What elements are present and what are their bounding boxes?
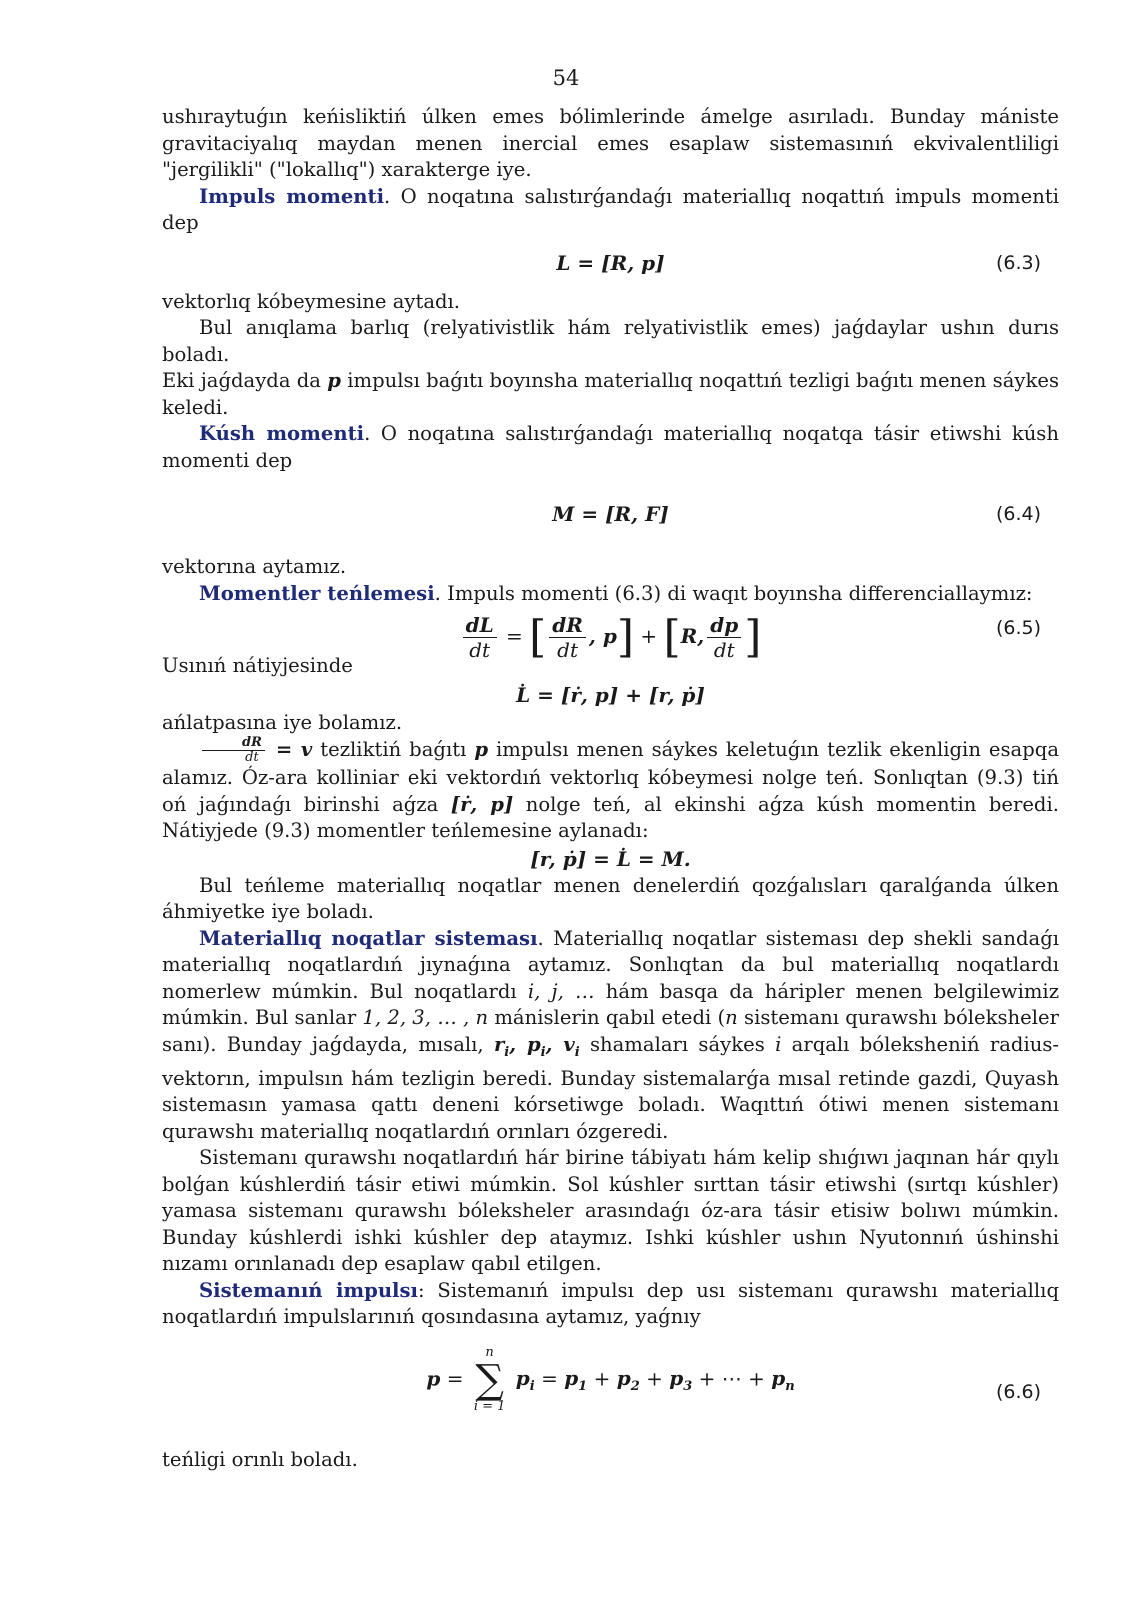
paragraph-text: mánislerin qabıl etedi ( bbox=[494, 1006, 726, 1029]
paragraph-text: impulsı menen sáykes keletuǵın tezlik ekenligin esapqa alamız. Óz-ara kolliniar eki vektordıń vektorlıq kóbeymesi nolge teń. Sonlıqtan (9.3) tiń oń jaǵındaǵı birinshi aǵza bbox=[162, 738, 1060, 816]
paragraph-text: Eki jaǵdayda da bbox=[162, 369, 321, 392]
paragraph: vektorına aytamız. bbox=[162, 555, 347, 578]
math-symbol: p bbox=[327, 369, 341, 392]
paragraph-text: . O noqatına salıstırǵandaǵı materiallıq noqatqa tásir etiwshi kúsh momenti dep bbox=[162, 422, 1059, 472]
equation-label: (6.5) bbox=[995, 617, 1041, 639]
paragraph-text: . Materiallıq noqatlar sisteması dep shekli sandaǵı materiallıq noqatlardıń jıynaǵına aytamız. Sonlıqtan da bul materiallıq noqatlardı nomerlew múmkin. Bul noqatlardı bbox=[162, 926, 1059, 1003]
paragraph bbox=[162, 736, 1059, 845]
term-kush-momenti: Kúsh momenti bbox=[199, 422, 365, 445]
equation-label: (6.4) bbox=[995, 503, 1041, 525]
paragraph: ańlatpasına iye bolamız. bbox=[162, 710, 403, 734]
paragraph bbox=[162, 368, 1059, 421]
paragraph-text: : Sistemanıń impulsı dep usı sistemanı qurawshı materiallıq noqatlardıń impulslarınıń qosındasına aytamız, yaǵnıy bbox=[162, 1278, 1059, 1329]
paragraph bbox=[162, 184, 1059, 237]
paragraph-text: sistemanı qurawshı bóleksheler sanı). Bunday jaǵdayda, mısalı, bbox=[162, 1006, 1059, 1056]
math-v: v bbox=[563, 1032, 575, 1056]
math-p: p bbox=[526, 1032, 541, 1056]
equation-label: (6.6) bbox=[995, 1380, 1041, 1403]
paragraph bbox=[162, 1278, 1059, 1331]
term-impuls-momenti: Impuls momenti bbox=[199, 184, 385, 208]
paragraph: ushıraytuǵın keńisliktiń úlken emes bólimlerinde ámelge asırıladı. Bunday mániste gravitaciyalıq maydan menen inercial emes esaplaw sistemasınıń ekvivalentliligi "jergilikli" ("lokallıq") xarakterge iye. bbox=[162, 105, 1059, 181]
math-symbol: p bbox=[474, 738, 489, 761]
equation-label: (6.3) bbox=[995, 251, 1041, 274]
paragraph-text: tezliktiń baǵıtı bbox=[320, 738, 467, 761]
equation-body: L = [R, p] bbox=[556, 250, 665, 275]
paragraph-text: shamaları sáykes bbox=[589, 1032, 765, 1056]
equation-6-5: $\frac{dL}{dt}$ = [ $\frac{dR}{dt}$ , p] + [R, $\frac{dp}{dt}$ ] (6.5) bbox=[162, 607, 1059, 681]
equation-body: M = [R, F] bbox=[552, 502, 669, 526]
term-sistema: Materiallıq noqatlar sisteması bbox=[199, 926, 538, 950]
math-symbol: n bbox=[725, 1006, 738, 1029]
fraction: $\frac{dp}{dt}$ bbox=[707, 613, 741, 662]
paragraph bbox=[162, 421, 1059, 474]
paragraph: Usınıń nátiyjesinde bbox=[162, 654, 353, 677]
paragraph: vektorlıq kóbeymesine aytadı. bbox=[162, 289, 461, 313]
math-symbol: $r_i$, $p_i$, $v_i$ bbox=[493, 1032, 580, 1060]
paragraph: Bul anıqlama barlıq (relyativistlik hám relyativistlik emes) jaǵdaylar ushın durıs boladı. bbox=[162, 316, 1059, 366]
math-symbol: = v bbox=[275, 738, 313, 761]
math-symbol: i bbox=[775, 1032, 782, 1056]
paragraph-text: . O noqatına salıstırǵandaǵı materiallıq noqattıń impuls momenti dep bbox=[162, 184, 1059, 234]
paragraph: teńligi orınlı boladı. bbox=[162, 1447, 358, 1471]
equation-moment bbox=[162, 845, 1059, 873]
equation-L-dot bbox=[162, 680, 1059, 710]
math-symbol: i, j, … bbox=[527, 979, 595, 1003]
paragraph: Bul teńleme materiallıq noqatlar menen denelerdiń qozǵalısları qaralǵanda úlken áhmiyetke iye boladı. bbox=[162, 873, 1059, 923]
paragraph bbox=[162, 926, 1059, 1146]
equation-6-3 bbox=[162, 237, 1059, 289]
equation-6-6: p = n ∑ i = 1 $p_i = p_1 + p_2 + p_3$ + ⋯ + $p_n$ (6.6) bbox=[426, 1344, 1041, 1414]
fraction: $\frac{dR}{dt}$ bbox=[549, 613, 586, 662]
fraction: $\frac{dL}{dt}$ bbox=[463, 613, 497, 662]
term-sistema-impulsi: Sistemanıń impulsı bbox=[199, 1278, 418, 1302]
summation: n ∑ i = 1 bbox=[473, 1344, 506, 1414]
equation-body: L̇ = [ṙ, p] + [r, ṗ] bbox=[516, 682, 705, 707]
paragraph-text: . Impuls momenti (6.3) di waqıt boyınsha differenciallaymız: bbox=[434, 581, 1033, 605]
paragraph-text: impulsı baǵıtı boyınsha materiallıq noqattıń tezligi baǵıtı menen sáykes keledi. bbox=[162, 369, 1059, 419]
body-text bbox=[162, 104, 1059, 1473]
sum-upper-limit: n bbox=[485, 1344, 494, 1360]
term-momentler-tenlemesi: Momentler teńlemesi bbox=[199, 581, 435, 605]
paragraph-text: hám basqa da háripler menen belgilewimiz múmkin. Bul sanlar bbox=[162, 979, 1060, 1029]
equation-body: [r, ṗ] = L̇ = M. bbox=[530, 846, 691, 871]
paragraph: Sistemanı qurawshı noqatlardıń hár birine tábiyatı hám kelip shıǵıwı jaqınan hár qıylı bolǵan kúshlerdiń tásir etiwi múmkin. Sol kúshler sırttan tásir etiwshi (sırtqı kúshler) yamasa sistemanı qurawshı bóleksheler arasındaǵı óz-ara tásir etisiw bolıwı múmkin. Bunday kúshlerdi ishki kúshler dep ataymız. Ishki kúshler ushın Nyutonnıń úshinshi nızamı orınlanadı dep esaplaw qabıl etilgen. bbox=[162, 1146, 1059, 1276]
math-r: r bbox=[493, 1032, 505, 1056]
paragraph bbox=[162, 581, 1059, 608]
sum-lower-limit: i = 1 bbox=[473, 1398, 506, 1414]
math-symbol: [ṙ, p] bbox=[450, 792, 514, 816]
paragraph-text: arqalı bóleksheniń radius-vektorın, impulsın hám tezligin beredi. Bunday sistemalarǵa mısal retinde gazdi, Quyash sistemasın yamasa qattı deneni kórsetiwge boladı. Waqıttıń ótiwi menen sistemanı qurawshı materiallıq noqatlardıń orınları ózgeredi. bbox=[162, 1032, 1060, 1143]
fraction: $\frac{dR}{dt}$ bbox=[202, 736, 265, 765]
math-symbol: 1, 2, 3, … , n bbox=[362, 1006, 489, 1029]
equation-6-4 bbox=[162, 474, 1059, 554]
page-number: 54 bbox=[552, 66, 580, 90]
paragraph-text: nolge teń, al ekinshi aǵza kúsh momentin beredi. Nátiyjede (9.3) momentler teńlemesine aylanadı: bbox=[162, 792, 1059, 842]
